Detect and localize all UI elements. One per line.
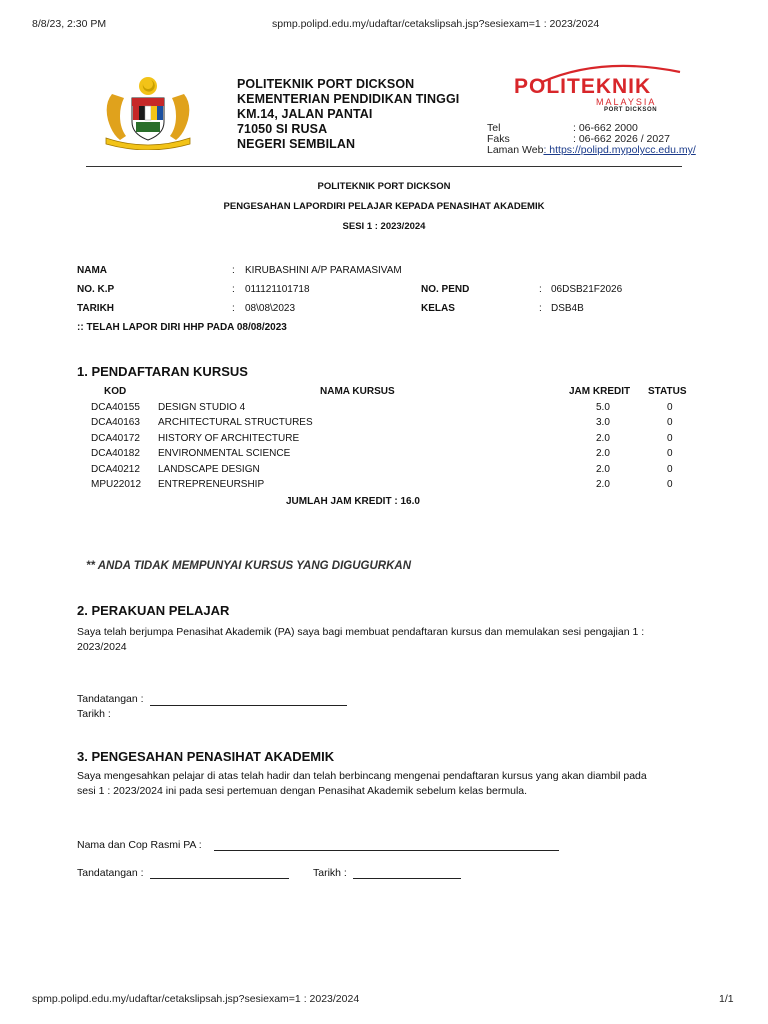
print-timestamp: 8/8/23, 2:30 PM bbox=[32, 18, 107, 30]
institution-line: POLITEKNIK PORT DICKSON bbox=[237, 77, 415, 91]
institution-line: KEMENTERIAN PENDIDIKAN TINGGI bbox=[237, 92, 460, 106]
cell-nama: DESIGN STUDIO 4 bbox=[158, 402, 246, 413]
kelas-label: KELAS bbox=[421, 303, 455, 314]
cell-nama: LANDSCAPE DESIGN bbox=[158, 463, 260, 475]
institution-address bbox=[237, 77, 459, 152]
contact-block bbox=[487, 123, 696, 156]
tel-value: : 06-662 2000 bbox=[573, 122, 638, 134]
faks-label: Faks bbox=[487, 133, 510, 145]
cell-jam: 2.0 bbox=[596, 448, 610, 460]
dropped-course-notice: ** ANDA TIDAK MEMPUNYAI KURSUS YANG DIGUGURKAN bbox=[86, 560, 411, 572]
table-row bbox=[0, 464, 768, 479]
colon: : bbox=[539, 284, 542, 295]
pa-sign-line[interactable] bbox=[150, 878, 289, 879]
col-header-kod: KOD bbox=[104, 386, 127, 397]
paragraph-line: Saya mengesahkan pelajar di atas telah hadir dan telah berbincang mengenai pendaftaran kursus yang akan diambil pada bbox=[77, 770, 647, 782]
cell-status: 0 bbox=[667, 448, 673, 460]
section3-paragraph bbox=[77, 769, 647, 799]
cell-kod: DCA40182 bbox=[91, 448, 140, 460]
logo-sub2: PORT DICKSON bbox=[604, 107, 658, 113]
print-header-url: spmp.polipd.edu.my/udaftar/cetakslipsah.jsp?sesiexam=1 : 2023/2024 bbox=[272, 18, 600, 30]
cell-nama: HISTORY OF ARCHITECTURE bbox=[158, 432, 300, 444]
faks-value: : 06-662 2026 / 2027 bbox=[573, 133, 670, 145]
coat-of-arms-icon bbox=[100, 74, 196, 150]
tel-label: Tel bbox=[487, 122, 501, 134]
cell-status: 0 bbox=[667, 479, 673, 490]
cell-kod: DCA40212 bbox=[91, 463, 140, 475]
tarikh-label: TARIKH bbox=[77, 303, 115, 314]
institution-line: 71050 SI RUSA bbox=[237, 122, 328, 136]
col-header-nama: NAMA KURSUS bbox=[320, 386, 395, 397]
cell-jam: 5.0 bbox=[596, 402, 610, 413]
pa-date-line[interactable] bbox=[353, 878, 461, 879]
cell-jam: 2.0 bbox=[596, 463, 610, 475]
paragraph-line: sesi 1 : 2023/2024 ini pada sesi pertemuan dengan Penasihat Akademik sebelum kelas bermula. bbox=[77, 785, 528, 797]
cell-nama: ENVIRONMENTAL SCIENCE bbox=[158, 448, 291, 460]
table-row bbox=[0, 417, 768, 432]
paragraph-line: 2023/2024 bbox=[77, 641, 127, 653]
cell-kod: DCA40163 bbox=[91, 417, 140, 429]
header-divider bbox=[86, 166, 682, 167]
nama-label: NAMA bbox=[77, 265, 107, 276]
doc-title-2: PENGESAHAN LAPORDIRI PELAJAR KEPADA PENASIHAT AKADEMIK bbox=[223, 201, 545, 212]
logo-text: POLITEKNIK bbox=[514, 75, 652, 98]
total-credit: JUMLAH JAM KREDIT : 16.0 bbox=[286, 496, 420, 507]
nopend-label: NO. PEND bbox=[421, 284, 470, 295]
pa-sign-label: Tandatangan : bbox=[77, 867, 144, 879]
institution-line: KM.14, JALAN PANTAI bbox=[237, 107, 373, 121]
cell-kod: DCA40155 bbox=[91, 402, 140, 413]
cell-status: 0 bbox=[667, 402, 673, 413]
pa-date-label: Tarikh : bbox=[313, 867, 347, 879]
politeknik-logo bbox=[512, 58, 688, 118]
web-label: Laman Web bbox=[487, 144, 544, 156]
cell-nama: ENTREPRENEURSHIP bbox=[158, 479, 265, 490]
student-sign-line[interactable] bbox=[150, 705, 347, 706]
student-date-label: Tarikh : bbox=[77, 708, 111, 720]
cell-jam: 3.0 bbox=[596, 417, 610, 429]
colon: : bbox=[232, 303, 235, 314]
colon: : bbox=[232, 265, 235, 276]
section3-title: 3. PENGESAHAN PENASIHAT AKADEMIK bbox=[77, 749, 335, 764]
web-link[interactable]: : https://polipd.mypolycc.edu.my/ bbox=[543, 144, 696, 156]
print-footer-url: spmp.polipd.edu.my/udaftar/cetakslipsah.jsp?sesiexam=1 : 2023/2024 bbox=[32, 993, 360, 1005]
cell-status: 0 bbox=[667, 417, 673, 429]
paragraph-line: Saya telah berjumpa Penasihat Akademik (PA) saya bagi membuat pendaftaran kursus dan memulakan sesi pengajian 1 : bbox=[77, 626, 645, 638]
doc-title-3: SESI 1 : 2023/2024 bbox=[342, 221, 426, 232]
print-page-count: 1/1 bbox=[719, 993, 734, 1005]
lapor-status: :: TELAH LAPOR DIRI HHP PADA 08/08/2023 bbox=[77, 322, 287, 333]
nopend-value: 06DSB21F2026 bbox=[551, 284, 623, 295]
colon: : bbox=[539, 303, 542, 314]
table-row bbox=[0, 448, 768, 463]
table-row bbox=[0, 479, 768, 494]
colon: : bbox=[232, 284, 235, 295]
table-row bbox=[0, 433, 768, 448]
cell-nama: ARCHITECTURAL STRUCTURES bbox=[158, 417, 313, 429]
pa-name-line[interactable] bbox=[214, 850, 559, 851]
nama-value: KIRUBASHINI A/P PARAMASIVAM bbox=[245, 265, 402, 276]
pa-name-label: Nama dan Cop Rasmi PA : bbox=[77, 839, 202, 851]
tarikh-value: 08\08\2023 bbox=[245, 303, 296, 314]
col-header-jam: JAM KREDIT bbox=[569, 386, 631, 397]
table-row bbox=[0, 402, 768, 417]
nokp-label: NO. K.P bbox=[77, 284, 115, 295]
section1-title: 1. PENDAFTARAN KURSUS bbox=[77, 364, 248, 379]
institution-line: NEGERI SEMBILAN bbox=[237, 137, 356, 151]
cell-jam: 2.0 bbox=[596, 479, 610, 490]
student-sign-label: Tandatangan : bbox=[77, 693, 144, 705]
cell-kod: DCA40172 bbox=[91, 432, 140, 444]
cell-jam: 2.0 bbox=[596, 432, 610, 444]
kelas-value: DSB4B bbox=[551, 303, 584, 314]
doc-title-1: POLITEKNIK PORT DICKSON bbox=[317, 181, 451, 192]
nokp-value: 011121101718 bbox=[245, 284, 310, 295]
cell-status: 0 bbox=[667, 463, 673, 475]
section2-paragraph bbox=[77, 625, 644, 655]
cell-kod: MPU22012 bbox=[91, 479, 142, 490]
cell-status: 0 bbox=[667, 432, 673, 444]
logo-sub: MALAYSIA bbox=[596, 97, 657, 107]
section2-title: 2. PERAKUAN PELAJAR bbox=[77, 603, 230, 618]
col-header-status: STATUS bbox=[648, 386, 687, 397]
